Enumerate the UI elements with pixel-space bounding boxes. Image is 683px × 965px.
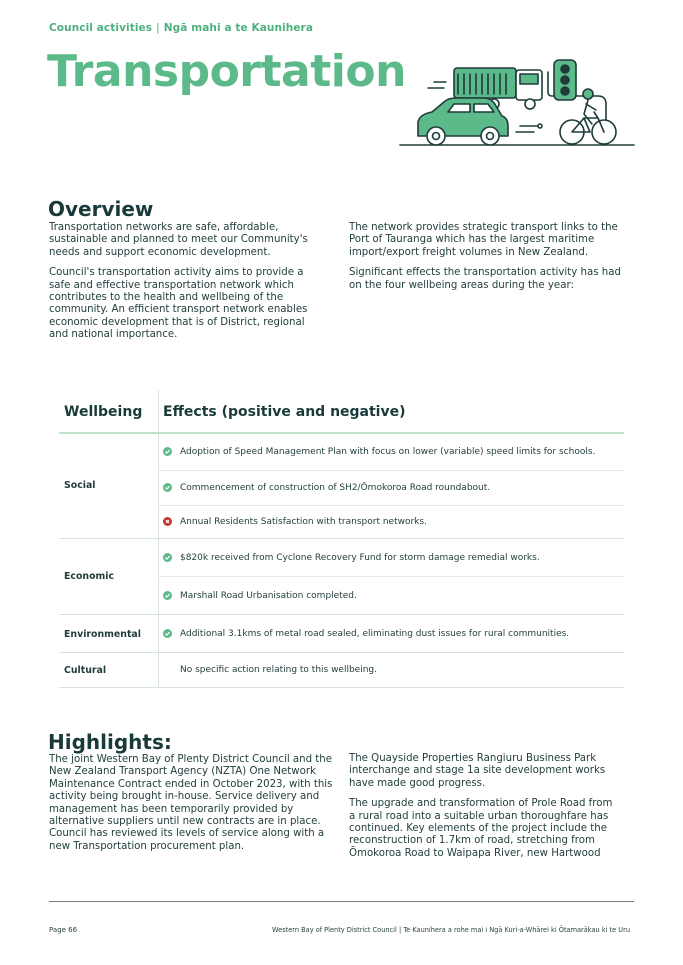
header-wellbeing: Wellbeing bbox=[64, 404, 143, 420]
check-icon bbox=[163, 447, 172, 456]
effect-text: Adoption of Speed Management Plan with focus on lower (variable) speed limits for schools. bbox=[180, 447, 596, 457]
group-label: Cultural bbox=[64, 665, 107, 676]
table-row bbox=[158, 653, 624, 687]
highlights-paragraph: The joint Western Bay of Plenty District Council and the New Zealand Transport Agency (NZTA) One Network Maintenance Contract ended in October 2023, with this activity being brought in-house. Service delivery and management has been temporarily provided by alternative suppliers until new contracts are in place. Council has reviewed its levels of service along with a new Transportation procurement plan. bbox=[49, 754, 333, 852]
effect-text: Annual Residents Satisfaction with transport networks. bbox=[180, 517, 427, 527]
effect-text: $820k received from Cyclone Recovery Fund for storm damage remedial works. bbox=[180, 553, 540, 563]
table-row bbox=[158, 577, 624, 614]
highlights-right-column bbox=[349, 753, 617, 868]
table-header bbox=[59, 390, 624, 434]
overview-right-column bbox=[349, 222, 627, 300]
breadcrumb-separator: | bbox=[156, 22, 160, 34]
table-row bbox=[158, 506, 624, 540]
overview-paragraph: Transportation networks are safe, affordable, sustainable and planned to meet our Community's needs and support economic development. bbox=[49, 222, 308, 258]
effect-text: No specific action relating to this wellbeing. bbox=[180, 665, 377, 675]
highlights-paragraph: The upgrade and transformation of Prole Road from a rural road into a suitable urban thoroughfare has continued. Key elements of the project include the reconstruction of 1.7km of road, stretching from Ōmokoroa Road to Waipapa River, new Hartwood bbox=[349, 798, 613, 859]
highlights-left-column bbox=[49, 754, 333, 861]
footer-divider bbox=[49, 901, 634, 902]
overview-paragraph: Council's transportation activity aims to provide a safe and effective transportation network which contributes to the health and wellbeing of the community. An efficient transport network enables economic development that is of District, regional and national importance. bbox=[49, 267, 308, 341]
effect-text: Additional 3.1kms of metal road sealed, eliminating dust issues for rural communities. bbox=[180, 629, 570, 639]
breadcrumb-mi: Ngā mahi a te Kaunihera bbox=[163, 22, 314, 34]
overview-left-column bbox=[49, 222, 311, 350]
header-effects: Effects (positive and negative) bbox=[163, 404, 406, 420]
wellbeing-group-environmental bbox=[59, 615, 624, 653]
table-row bbox=[158, 615, 624, 652]
highlights-heading: Highlights: bbox=[48, 730, 172, 754]
wellbeing-group-economic bbox=[59, 539, 624, 615]
page-number: Page 66 bbox=[49, 926, 78, 934]
group-label: Environmental bbox=[64, 629, 141, 640]
wellbeing-table bbox=[59, 390, 624, 688]
group-label: Economic bbox=[64, 571, 115, 582]
breadcrumb-en: Council activities bbox=[49, 22, 153, 34]
footer-org: Western Bay of Plenty District Council | Te Kaunihera a rohe mai i Ngā Kuri-a-Whārei ki Ōtamarākau ki te Uru bbox=[272, 926, 631, 934]
breadcrumb bbox=[49, 22, 313, 34]
check-icon bbox=[163, 553, 172, 562]
check-icon bbox=[163, 483, 172, 492]
table-row bbox=[158, 471, 624, 506]
table-row bbox=[158, 434, 624, 471]
cross-icon bbox=[163, 517, 172, 526]
effect-text: Marshall Road Urbanisation completed. bbox=[180, 591, 357, 601]
check-icon bbox=[163, 629, 172, 638]
page-title: Transportation bbox=[47, 46, 406, 97]
highlights-paragraph: The Quayside Properties Rangiuru Business Park interchange and stage 1a site development works have made good progress. bbox=[349, 753, 606, 789]
effect-text: Commencement of construction of SH2/Ōmokoroa Road roundabout. bbox=[180, 483, 491, 493]
group-label: Social bbox=[64, 480, 96, 491]
overview-paragraph: Significant effects the transportation activity has had on the four wellbeing areas during the year: bbox=[349, 267, 621, 291]
wellbeing-group-cultural bbox=[59, 653, 624, 688]
transport-illustration-icon bbox=[398, 56, 638, 150]
table-row bbox=[158, 539, 624, 577]
check-icon bbox=[163, 591, 172, 600]
wellbeing-group-social bbox=[59, 434, 624, 539]
overview-paragraph: The network provides strategic transport links to the Port of Tauranga which has the largest maritime import/export freight volumes in New Zealand. bbox=[349, 222, 618, 258]
overview-heading: Overview bbox=[48, 197, 154, 221]
